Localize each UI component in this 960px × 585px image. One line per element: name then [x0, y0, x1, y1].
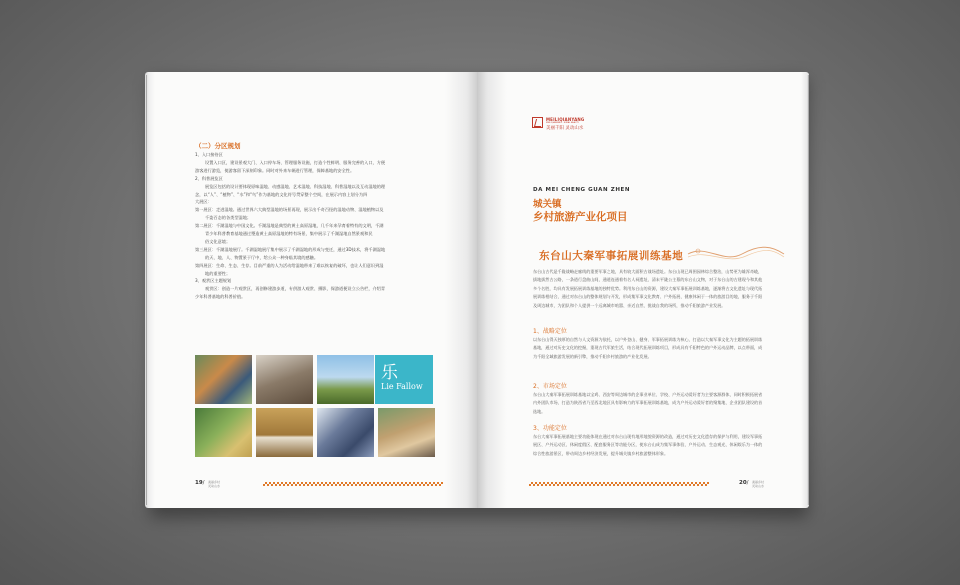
left-text-line: 少年科普基地的科普价值。: [195, 294, 246, 300]
photo-crops: [195, 408, 252, 457]
logo-en-sub: MEILIQIANYANG · RURAL BEAUTY: [546, 122, 579, 124]
photo-grid: [195, 355, 435, 457]
left-text-line: 第二展区：千湖湿地与中国文化。千湖湿地是典型的黄土高原湿地，几千年来孕育着特有的文明，千湖: [195, 223, 384, 229]
left-text-line: 1、入口接待区: [195, 152, 223, 157]
photo-crane: [256, 408, 313, 457]
left-text-line: 大展区：: [195, 199, 212, 205]
left-text-line: 俗文化意境；: [205, 238, 231, 244]
left-text-line: 千姿百态的各类型湿地；: [205, 215, 252, 221]
photo-field-people: [317, 355, 374, 404]
left-text-line: 观赏区：创造一片观赏区，再创修建游步道，专供游人观赏、摄影，保游道便设立公告栏，介绍青: [205, 286, 386, 292]
right-footer-pattern: [529, 482, 709, 486]
swirl-decoration-icon: [686, 243, 786, 265]
right-footer-sub: 美丽乡村 灵动山水: [752, 480, 765, 488]
left-text-line: 地的重要性；: [205, 270, 231, 276]
section-1-body: 以东台山得天独厚的自然与人文资源为依托，以户外登山、健身、军事拓展训练为核心，打造以大秦军事文化为主题的拓展训练基地，通过对历史文化的挖掘，重现古代军旅生活，结合现代拓展训练项目，形成具有千阳特色的户外运动品牌，以点带面，成为千阳全域旅游发展的新引擎，推动千阳乡村旅游的产业化发展。: [533, 337, 763, 359]
title-line-1: 城关镇: [533, 199, 562, 210]
photo-students: [195, 355, 252, 404]
section-2-body: 东台山大秦军事拓展训练基地以宝鸡、西安等周边城市的企事业单位、学校、户外运动爱好者为主要客源群体，同时积极拓展省内外团队市场，打造为陕西省乃至西北地区具有影响力的军事拓展训练基地，成为户外运动爱好者的聚集地、企业团队建设的首选地。: [533, 392, 763, 414]
logo-cn: 美丽千阳 灵动山水: [546, 126, 584, 131]
lie-fallow-tile: [375, 355, 433, 404]
lie-fallow-text: Lie Fallow: [381, 382, 423, 391]
left-text-line: 展览区包括的设计要体现原味湿地、动感湿地、艺术湿地、科技湿地、科普湿地以及互动湿地的理: [205, 183, 386, 189]
left-text-line: 游客进行游览，使游客留下深刻印象。同时对外来车辆进行管理，保障基地的安全性。: [195, 167, 355, 173]
left-text-line: 念，以“人”、“植物”、“水”和“鸟”作为基地的文化符号贯穿整个空间，在展示内容上划分为四: [195, 191, 368, 197]
left-section-title: （二）分区规划: [195, 142, 241, 150]
left-text-line: 青少年科普教育基地通过塑造黄土高原湿地的特有场景，集中展示了千湖湿地自然景观和民: [205, 231, 373, 236]
section-2-title: 2、市场定位: [533, 383, 567, 390]
right-page-number: 20/: [739, 480, 749, 486]
left-text-line: 的天、地、人、物置景于厅中，给公众一种身临其境的感触。: [205, 254, 319, 260]
lie-fallow-char: 乐: [381, 363, 398, 383]
title-pinyin: DA MEI CHENG GUAN ZHEN: [533, 187, 631, 193]
title-line-2: 乡村旅游产业化项目: [533, 211, 628, 223]
left-text-line: 2、科普展览区: [195, 175, 223, 181]
left-text-line: 第三展区：千湖湿地展厅。千湖湿地展厅集中展示了千湖湿地的形成与变迁，通过3D技术，将千湖湿地: [195, 246, 386, 252]
left-page-edge: [145, 75, 147, 505]
left-footer-pattern: [263, 482, 443, 486]
intro-paragraph: 东台山古代是千陇战略走廊线的重要军事之地，具有较大面积古战场遗址。东台山现已周围园林综合整治，山势更为雄浑奇峻，拔地拔然古公路，一条道行盘曲山间，通道连通着有名人祠遗址、清末平陇公主墓的东台山文物，对于东台山的古建现今和其他多个名胜，均具有发展拓展训练基地的独特优势。利用东台山的资源，建设大秦军事拓展训练基地，逐渐将古文化遗址与现代拓展训练相结合，通过对东台山的整体规划与开发，形成集军事文化教育、户外拓展、健康休闲于一体的旅游目的地，服务于千阳及周边城市，为团队和个人提供一个远离城市喧嚣、亲近自然、挑战自我的场所，推动千阳旅游产业发展。: [533, 269, 763, 308]
left-text-line: 3、观赏区主题规划: [195, 278, 232, 284]
left-footer-sub: 美丽乡村 灵动山水: [208, 480, 221, 488]
photo-greenhouse: [256, 355, 313, 404]
section-3-body: 东台大秦军事拓展基地主要功能体现在通过对东台山现有地形地貌资源的改造，通过对历史文化遗存的保护与利用，建设军事拓展区、户外运动区、休闲度假区、配套服务区等功能分区，使东台山成为集军事体验、户外运动、生态观光、休闲娱乐为一体的综合性旅游景区，带动周边乡村经济发展，提升城关镇乡村旅游整体形象。: [533, 434, 763, 456]
logo-en: MEILIQIANYANG: [546, 117, 585, 122]
logo-mark-icon: [532, 117, 543, 128]
photo-classroom: [317, 408, 374, 457]
section-3-title: 3、功能定位: [533, 425, 567, 432]
section-banner: 东台山大秦军事拓展训练基地: [539, 250, 684, 262]
left-page: [145, 72, 477, 508]
open-brochure: [145, 72, 809, 508]
right-page: [477, 72, 809, 508]
section-1-title: 1、战略定位: [533, 328, 567, 335]
left-text-line: 第一展区：走进湿地。通过世界六大典型湿地的场景再现，展示出千奇百怪的湿地动物、湿地植物以及: [195, 207, 384, 213]
photo-activity: [378, 408, 435, 457]
right-page-edge: [807, 75, 809, 505]
left-text-line: 设置入口区，建设景观大门、入口停车场、管理服务设施，打造个性鲜明、服务完善的入口，方便: [205, 159, 386, 165]
left-page-number: 19/: [195, 480, 205, 486]
left-text-line: 第四展区：生命、生态、生存。目前严重的人为活动给湿地带来了难以恢复的破坏，也让人们意识到湿: [195, 262, 384, 268]
